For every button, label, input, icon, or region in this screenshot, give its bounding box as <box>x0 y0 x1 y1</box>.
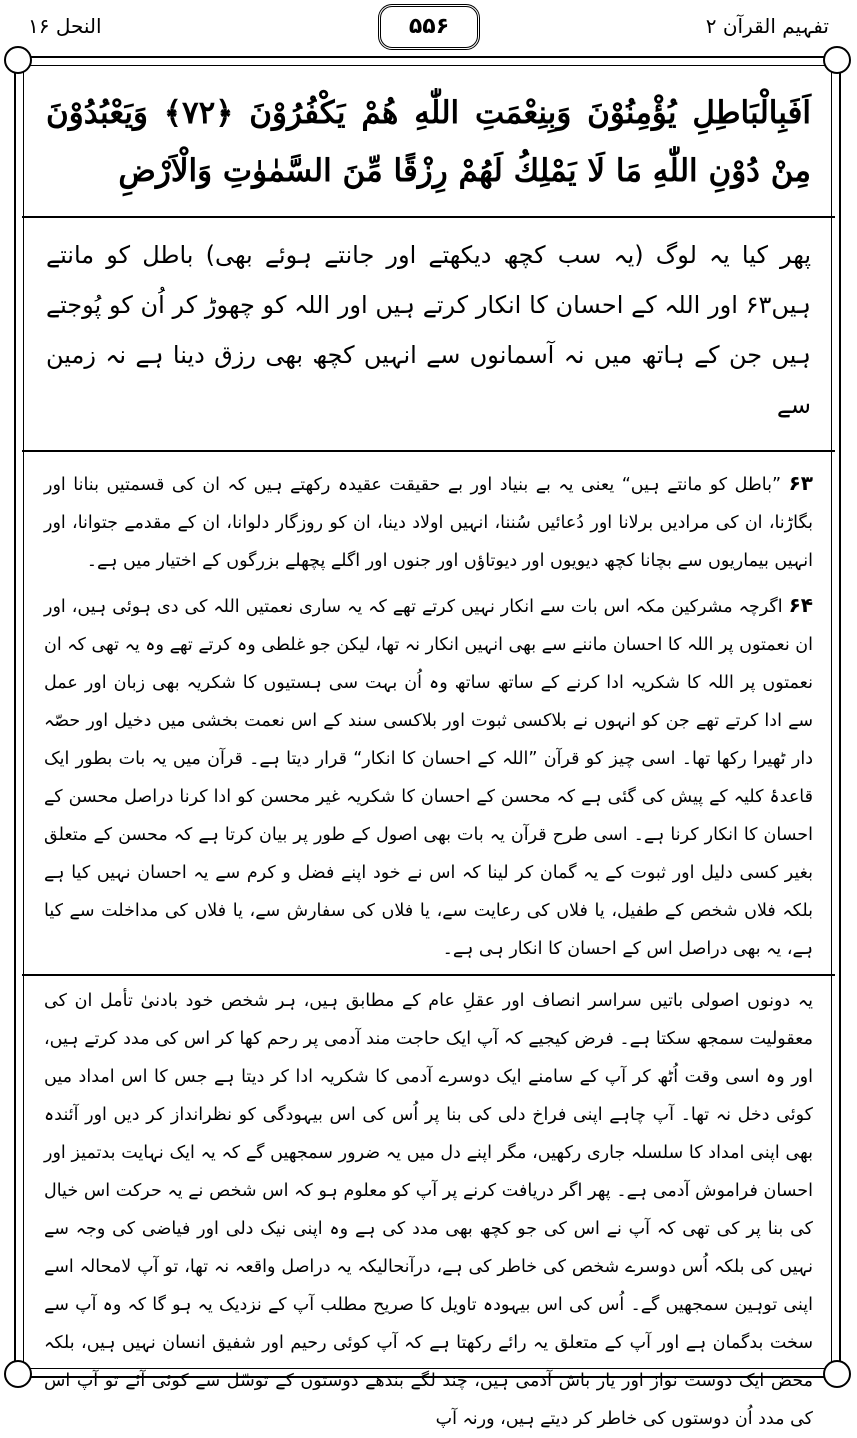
corner-ornament-icon <box>823 1360 851 1388</box>
corner-ornament-icon <box>4 1360 32 1388</box>
commentary-paragraph: یہ دونوں اصولی باتیں سراسر انصاف اور عقلِ عام کے مطابق ہیں، ہر شخص خود بادنیٰ تأمل ان کی معقولیت سمجھ سکتا ہے۔ فرض کیجیے کہ آپ ایک حاجت مند آدمی پر رحم کھا کر اس کی مدد کرتے ہیں، اور وہ اسی وقت اُٹھ کر آپ کے سامنے ایک دوسرے آدمی کا شکریہ ادا کر دیتا ہے جس کا اس امداد میں کوئی دخل نہ تھا۔ آپ چاہے اپنی فراخ دلی کی بنا پر اُس کی اس بیہودگی کو نظرانداز کر دیں اور آئندہ بھی اپنی امداد کا سلسلہ جاری رکھیں، مگر اپنے دل میں یہ ضرور سمجھیں گے کہ یہ ایک نہایت بدتمیز اور احسان فراموش آدمی ہے۔ پھر اگر دریافت کرنے پر آپ کو معلوم ہو کہ اس شخص نے یہ حرکت اس خیال کی بنا پر کی تھی کہ آپ نے اس کی جو کچھ بھی مدد کی ہے وہ اپنی نیک دلی اور فیاضی کی وجہ سے نہیں کی بلکہ اُس دوسرے شخص کی خاطر کی ہے، درآنحالیکہ یہ دراصل واقعہ نہ تھا، تو آپ لامحالہ اسے اپنی توہین سمجھیں گے۔ اُس کی اس بیہودہ تاویل کا صریح مطلب آپ کے نزدیک یہ ہو گا کہ وہ آپ سے سخت بدگمان ہے اور آپ کے متعلق یہ رائے رکھتا ہے کہ آپ کوئی رحیم اور شفیق انسان نہیں ہیں، بلکہ محض ایک دوست نواز اور یار باش آدمی ہیں، چند لگے بندھے دوستوں کے توسّل سے کوئی آئے تو آپ اس کی مدد اُن دوستوں کی خاطر کر دیتے ہیں، ورنہ آپ <box>44 991 813 1429</box>
footnote-text: ”باطل کو مانتے ہیں“ یعنی یہ بے بنیاد اور بے حقیقت عقیدہ رکھتے ہیں کہ ان کی قسمتیں بنانا اور بگاڑنا، ان کی مرادیں برلانا اور دُعائیں سُننا، انہیں اولاد دینا، ان کو روزگار دلوانا، ان کے مقدمے جتوانا، اور انہیں بیماریوں سے بچانا کچھ دیویوں اور دیوتاؤں اور جنوں اور اگلے پچھلے بزرگوں کے اختیار میں ہے۔ <box>44 475 813 571</box>
footnote-63 <box>44 464 813 580</box>
footnote-text: اگرچہ مشرکین مکہ اس بات سے انکار نہیں کرتے تھے کہ یہ ساری نعمتیں اللہ کی دی ہوئی ہیں، اور ان نعمتوں پر اللہ کا احسان ماننے سے بھی انہیں انکار نہ تھا، لیکن جو غلطی وہ کرتے تھے وہ یہ تھی کہ ان نعمتوں پر اللہ کا شکریہ ادا کرنے کے ساتھ ساتھ وہ اُن بہت سی ہستیوں کا شکریہ بھی زبان اور عمل سے ادا کرتے تھے جن کو انہوں نے بلاکسی ثبوت اور بلاکسی سند کے اس نعمت بخشی میں دخیل اور حصّہ دار ٹھیرا رکھا تھا۔ اسی چیز کو قرآن ”اللہ کے احسان کا انکار“ قرار دیتا ہے۔ قرآن میں یہ بات بطور ایک قاعدۂ کلیہ کے پیش کی گئی ہے کہ محسن کے احسان کا شکریہ غیر محسن کو ادا کرنا دراصل محسن کے احسان کا انکار کرنا ہے۔ اسی طرح قرآن یہ بات بھی اصول کے طور پر بیان کرتا ہے کہ محسن کے متعلق بغیر کسی دلیل اور ثبوت کے یہ گمان کر لینا کہ اس نے خود اپنے فضل و کرم سے یہ احسان نہیں کیا ہے بلکہ فلاں شخص کے طفیل، یا فلاں کی رعایت سے، یا فلاں کی سفارش سے، یا فلاں کی مداخلت سے کیا ہے، یہ بھی دراصل اس کے احسان کا انکار ہی ہے۔ <box>44 597 813 959</box>
divider <box>22 450 835 452</box>
divider <box>22 974 835 976</box>
verse-translation: پھر کیا یہ لوگ (یہ سب کچھ دیکھتے اور جانتے ہوئے بھی) باطل کو مانتے ہیں۶۳ اور اللہ کے احسان کا انکار کرتے ہیں اور اللہ کو چھوڑ کر اُن کو پُوجتے ہیں جن کے ہاتھ میں نہ آسمانوں سے انہیں کچھ بھی رزق دینا ہے نہ زمین سے <box>46 241 811 419</box>
page-number: ۵۵۶ <box>378 4 480 50</box>
page-content <box>44 80 813 1429</box>
footnote-number: ۶۳ <box>788 471 813 495</box>
quran-verse: اَفَبِالْبَاطِلِ يُؤْمِنُوْنَ وَبِنِعْمَتِ اللّٰهِ هُمْ يَكْفُرُوْنَ ﴿۷۲﴾ وَيَعْبُدُوْنَ مِنْ دُوْنِ اللّٰهِ مَا لَا يَمْلِكُ لَهُمْ رِزْقًا مِّنَ السَّمٰوٰتِ وَالْاَرْضِ <box>46 95 811 189</box>
footnote-64 <box>44 586 813 968</box>
corner-ornament-icon <box>4 46 32 74</box>
footnote-number: ۶۴ <box>788 593 813 617</box>
page-header <box>0 0 857 52</box>
corner-ornament-icon <box>823 46 851 74</box>
book-title: تفہیم القرآن ۲ <box>705 14 829 38</box>
divider <box>22 216 835 218</box>
surah-name: النحل ۱۶ <box>28 14 102 38</box>
